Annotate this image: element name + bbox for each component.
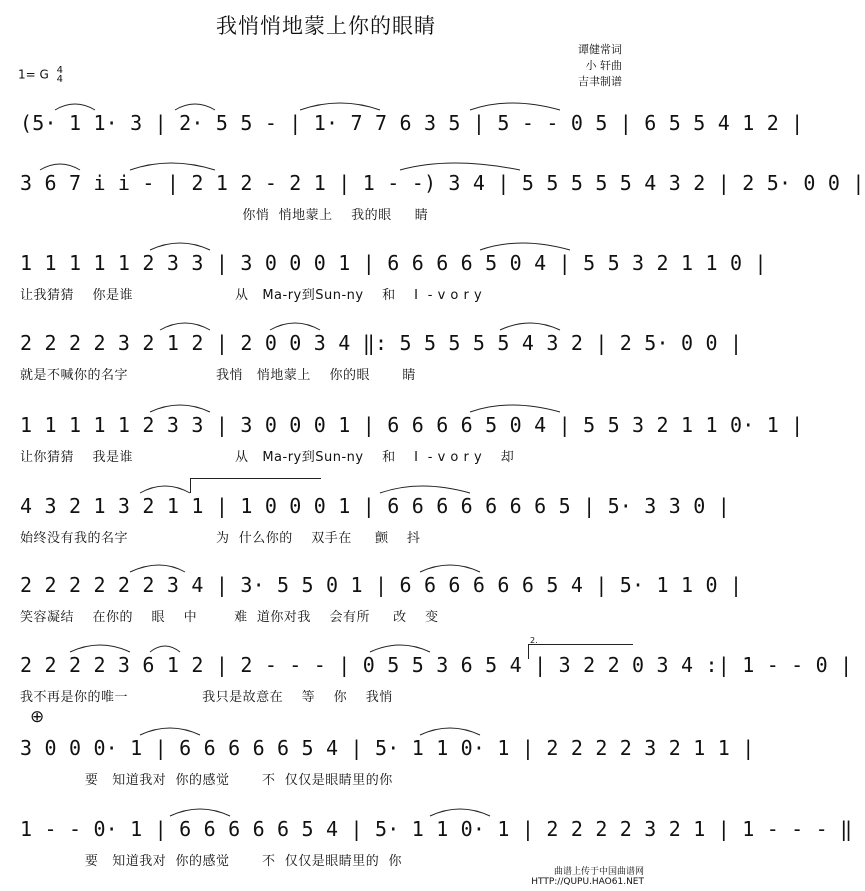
notation-line: 2 2 2 2 3 2 1 2 | 2 0 0 3 4 ‖: 5 5 5 5 5 4 3 2 | 2 5· 0 0 | (20, 331, 743, 355)
lyrics-line: 我不再是你的唯一 我只是故意在 等 你 我悄 (20, 690, 393, 705)
lyrics-line: 让我猜猜 你是谁 从 Ma-ry到Sun-ny 和 I - v o r y (20, 288, 483, 303)
notation-line: 1 1 1 1 1 2 3 3 | 3 0 0 0 1 | 6 6 6 6 5 0 4 | 5 5 3 2 1 1 0· 1 | (20, 413, 804, 437)
site-watermark (531, 867, 644, 887)
lyrics-line: 你悄 悄地蒙上 我的眼 睛 (20, 208, 429, 223)
coda-sign: ⊕ (30, 707, 45, 727)
lyrics-line: 笑容凝结 在你的 眼 中 难 道你对我 会有所 改 变 (20, 610, 439, 625)
key-label: 1= G (18, 67, 49, 82)
lyrics-line: 始终没有我的名字 为 什么你的 双手在 颤 抖 (20, 531, 421, 546)
notation-line: 3 6 7 i i - | 2 1 2 - 2 1 | 1 - -) 3 4 | 5 5 5 5 5 4 3 2 | 2 5· 0 0 | (20, 171, 865, 195)
key-signature (18, 66, 63, 84)
lyrics-line: 让你猜猜 我是谁 从 Ma-ry到Sun-ny 和 I - v o r y 却 (20, 450, 515, 465)
lyrics-line: 要 知道我对 你的感觉 不 仅仅是眼睛里的 你 (20, 854, 402, 869)
notation-line: 4 3 2 1 3 2 1 1 | 1 0 0 0 1 | 6 6 6 6 6 6 6 5 | 5· 3 3 0 | (20, 494, 730, 518)
composer-credit: 小 轩曲 (585, 59, 622, 72)
notation-line: 3 0 0 0· 1 | 6 6 6 6 6 5 4 | 5· 1 1 0· 1 | 2 2 2 2 3 2 1 1 | (20, 736, 755, 760)
notation-line: 2 2 2 2 3 6 1 2 | 2 - - - | 0 5 5 3 6 5 4 | 3 2 2 0 3 4 :| 1 - - 0 | (20, 653, 853, 677)
song-title: 我悄悄地蒙上你的眼睛 (216, 14, 436, 38)
watermark-line-2: HTTP://QUPU.HAO61.NET (531, 877, 644, 887)
transcriber-credit: 吉聿制谱 (578, 75, 622, 88)
time-top: 4 (56, 65, 64, 76)
time-signature (57, 66, 63, 84)
notation-line: 2 2 2 2 2 2 3 4 | 3· 5 5 0 1 | 6 6 6 6 6 6 5 4 | 5· 1 1 0 | (20, 573, 743, 597)
notation-line: 1 - - 0· 1 | 6 6 6 6 6 5 4 | 5· 1 1 0· 1 | 2 2 2 2 3 2 1 | 1 - - - ‖ (20, 817, 853, 841)
time-bottom: 4 (56, 74, 64, 85)
notation-line: 1 1 1 1 1 2 3 3 | 3 0 0 0 1 | 6 6 6 6 5 0 4 | 5 5 3 2 1 1 0 | (20, 251, 767, 275)
lyrics-line: 就是不喊你的名字 我悄 悄地蒙上 你的眼 睛 (20, 368, 416, 383)
lyrics-line: 要 知道我对 你的感觉 不 仅仅是眼睛里的你 (20, 773, 393, 788)
volta-label: 2. (530, 636, 538, 645)
notation-line: (5· 1 1· 3 | 2· 5 5 - | 1· 7 7 6 3 5 | 5 - - 0 5 | 6 5 5 4 1 2 | (20, 111, 804, 135)
watermark-line-1: 曲谱上传于中国曲谱网 (553, 867, 644, 877)
lyricist-credit: 谭健常词 (578, 43, 622, 56)
